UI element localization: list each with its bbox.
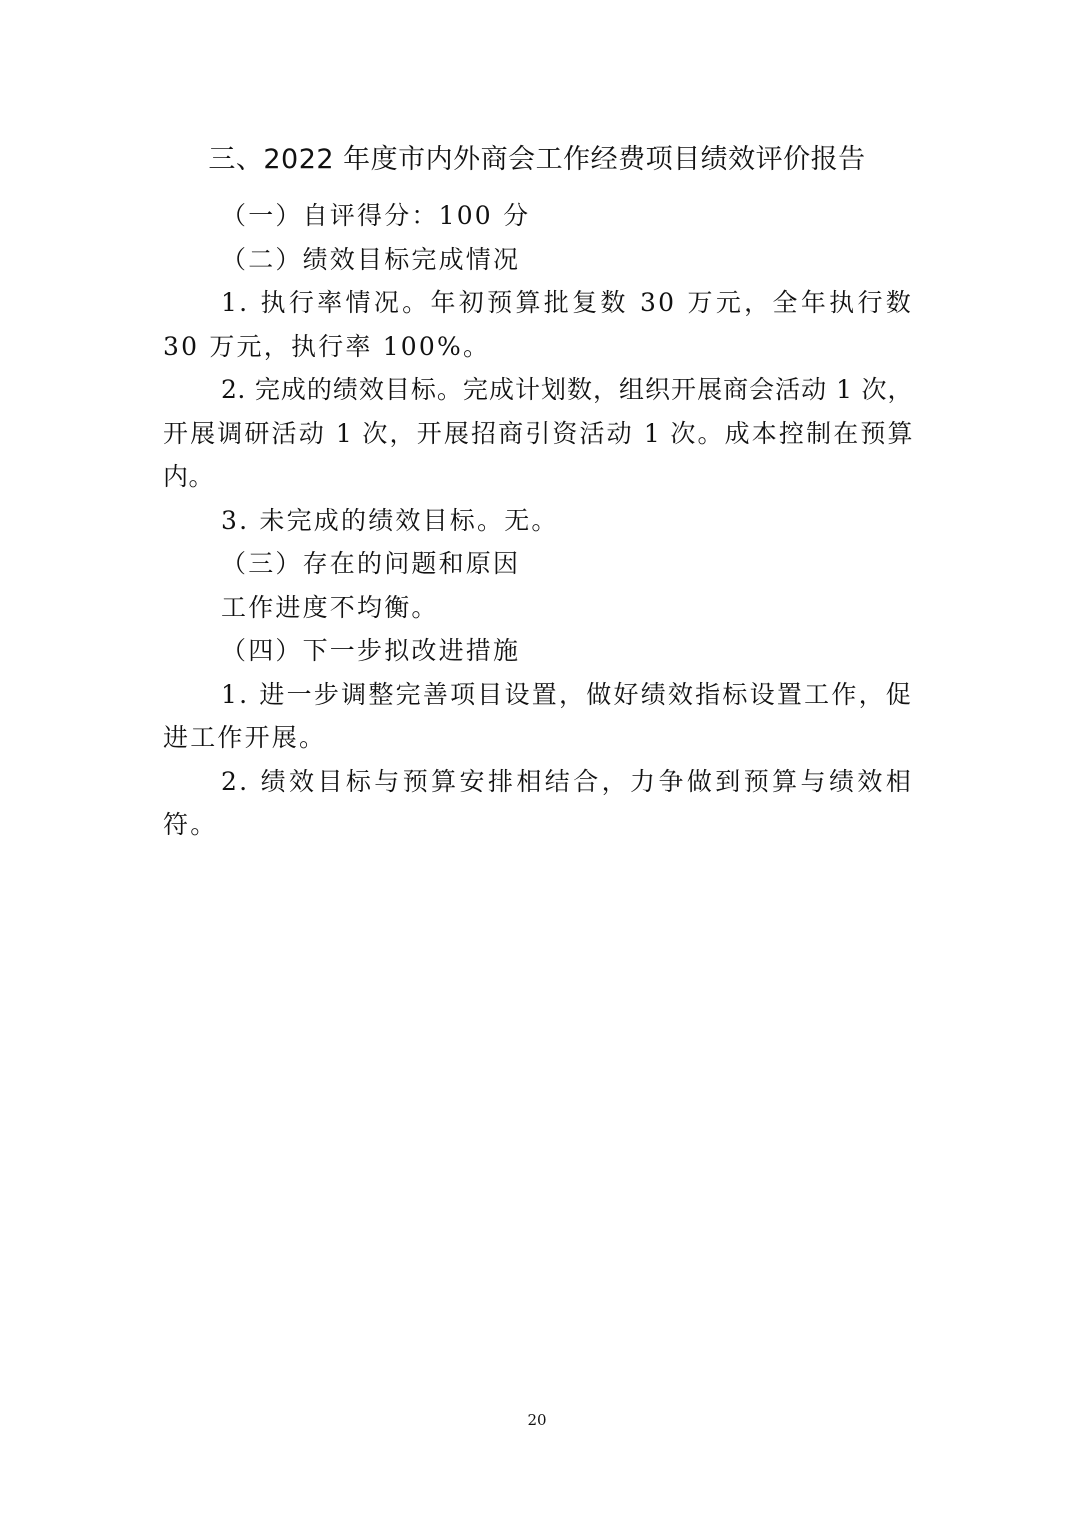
section-heading-problems: （三）存在的问题和原因 <box>221 549 521 578</box>
uncompleted-goals-paragraph: 3. 未完成的绩效目标。无。 <box>221 505 559 535</box>
section-heading-goals: （二）绩效目标完成情况 <box>221 244 521 274</box>
completed-goals-paragraph: 2. 完成的绩效目标。完成计划数，组织开展商会活动 1 次，开展调研活动 1 次，开展招商引资活动 1 次。成本控制在预算内。 <box>163 375 913 491</box>
section-heading-improvements: （四）下一步拟改进措施 <box>221 636 521 665</box>
report-title: 三、2022 年度市内外商会工作经费项目绩效评价报告 <box>208 144 866 175</box>
page-number: 20 <box>527 1411 547 1429</box>
problems-paragraph: 工作进度不均衡。 <box>221 592 439 622</box>
execution-rate-paragraph: 1. 执行率情况。年初预算批复数 30 万元，全年执行数 30 万元，执行率 100%。 <box>163 288 913 361</box>
improvement-item-2: 2. 绩效目标与预算安排相结合，力争做到预算与绩效相符。 <box>163 766 913 839</box>
self-score-line: （一）自评得分：100 分 <box>221 201 531 230</box>
report-body <box>163 194 913 847</box>
improvement-item-1: 1. 进一步调整完善项目设置，做好绩效指标设置工作，促进工作开展。 <box>163 679 913 752</box>
